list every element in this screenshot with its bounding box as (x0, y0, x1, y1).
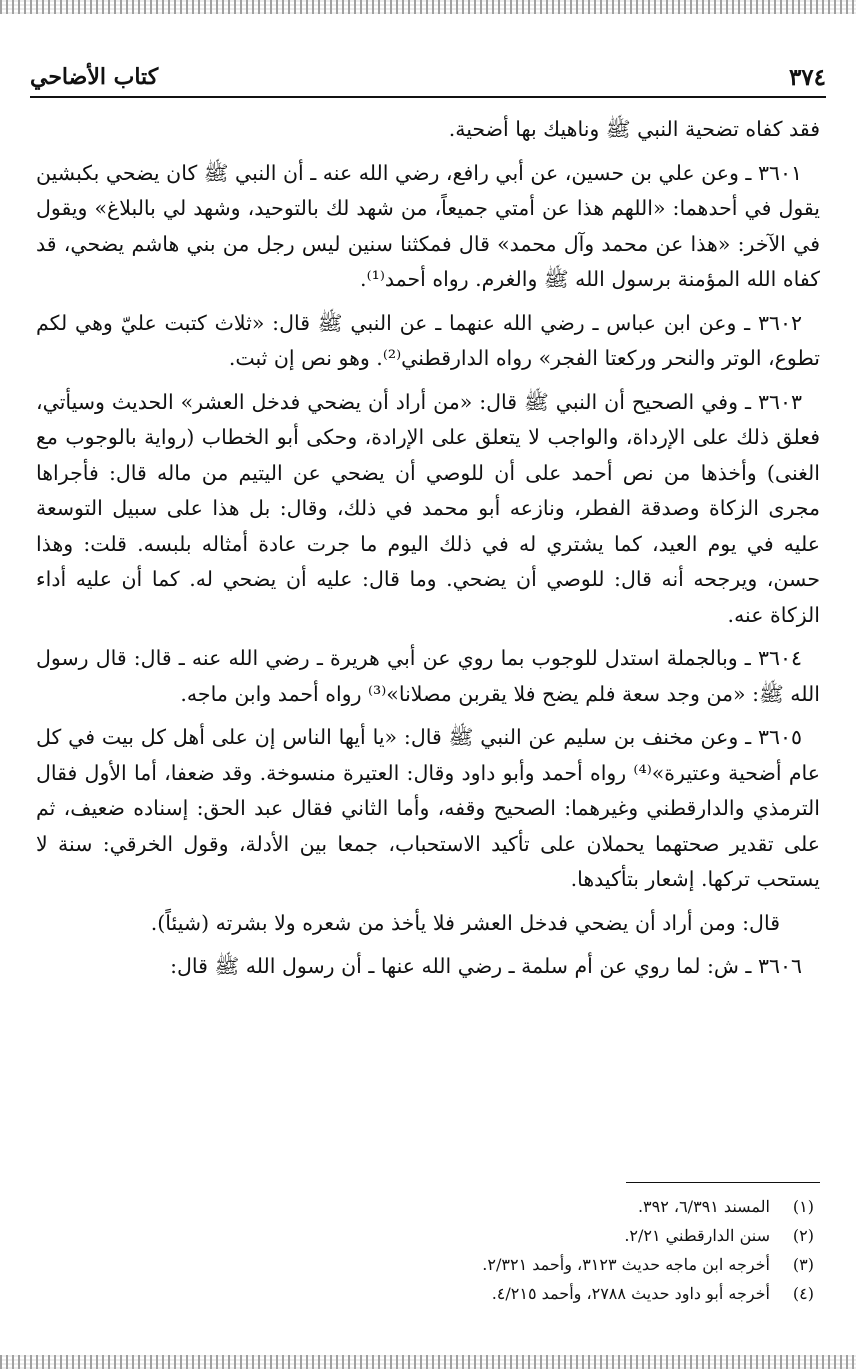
bottom-ornament-border (0, 1355, 856, 1369)
paragraph-3601: ٣٦٠١ ـ وعن علي بن حسين، عن أبي رافع، رضي الله عنه ـ أن النبي ﷺ كان يضحي بكبشين يقول في أحدهما: «اللهم هذا عن أمتي جميعاً، من شهد لك بالتوحيد، وشهد لي بالبلاغ» ويقول في الآخر: «هذا عن محمد وآل محمد» قال فمكثنا سنين ليس رجل من بني هاشم يضحي، قد كفاه الله المؤمنة برسول الله ﷺ والغرم. رواه أحمد⁽¹⁾. (36, 160, 820, 291)
footnote-text: أخرجه أبو داود حديث ٢٧٨٨، وأحمد ٤/٢١٥. (491, 1284, 770, 1303)
footnote-number: (١) (792, 1197, 814, 1216)
footnote-text: سنن الدارقطني ٢/٢١. (624, 1226, 770, 1245)
footnote-item (36, 1192, 820, 1221)
footnote-number: (٤) (792, 1284, 814, 1303)
footnote-item (36, 1250, 820, 1279)
footnotes (36, 1192, 820, 1308)
footnote-text: أخرجه ابن ماجه حديث ٣١٢٣، وأحمد ٢/٣٢١. (482, 1255, 770, 1274)
footnote-separator (626, 1182, 820, 1183)
running-title: كتاب الأضاحي (30, 64, 159, 90)
paragraph-3602: ٣٦٠٢ ـ وعن ابن عباس ـ رضي الله عنهما ـ عن النبي ﷺ قال: «ثلاث كتبت عليّ وهي لكم تطوع، الوتر والنحر وركعتا الفجر» رواه الدارقطني⁽²⁾. وهو نص إن ثبت. (36, 310, 820, 370)
footnote-text: المسند ٦/٣٩١، ٣٩٢. (637, 1197, 770, 1216)
footnote-number: (٣) (792, 1255, 814, 1274)
top-ornament-border (0, 0, 856, 14)
paragraph-3605: ٣٦٠٥ ـ وعن مخنف بن سليم عن النبي ﷺ قال: «يا أيها الناس إن على أهل كل بيت في كل عام أضحية وعتيرة»⁽⁴⁾ رواه أحمد وأبو داود وقال: العتيرة منسوخة. وقد ضعفا، أما الأول فقال الترمذي والدارقطني وغيرهما: الصحيح وقفه، وأما الثاني فقال عبد الحق: إسناده ضعيف، ثم على تقدير صحتهما يحملان على تأكيد الاستحباب، جمعا بين الأدلة، وقول الخرقي: سنة لا يستحب تركها. إشعار بتأكيدها. (36, 725, 820, 891)
matn-statement: قال: ومن أراد أن يضحي فدخل العشر فلا يأخذ من شعره ولا بشرته (شيئاً). (150, 910, 780, 935)
main-text (36, 112, 820, 1172)
paragraph-3604: ٣٦٠٤ ـ وبالجملة استدل للوجوب بما روي عن أبي هريرة ـ رضي الله عنه ـ قال: قال رسول الله ﷺ: «من وجد سعة فلم يضح فلا يقربن مصلانا»⁽³⁾ رواه أحمد وابن ماجه. (36, 646, 820, 706)
footnote-item (36, 1279, 820, 1308)
paragraph-3606: ٣٦٠٦ ـ ش: لما روي عن أم سلمة ـ رضي الله عنها ـ أن رسول الله ﷺ قال: (170, 954, 802, 978)
paragraph-continuation: فقد كفاه تضحية النبي ﷺ وناهيك بها أضحية. (448, 117, 820, 141)
page-number: ٣٧٤ (788, 63, 826, 91)
paragraph-3603: ٣٦٠٣ ـ وفي الصحيح أن النبي ﷺ قال: «من أراد أن يضحي فدخل العشر» الحديث وسيأتي، فعلق ذلك على الإرداة، والواجب لا يتعلق على الإرادة، وحكى أبو الخطاب (رواية بالوجوب مع الغنى) وأخذها من نص أحمد على أن للوصي أن يضحي عن اليتيم من ماله قال: فأجراها مجرى الزكاة وصدقة الفطر، ونازعه أبو محمد في ذلك، وقال: بل هذا على سبيل التوسعة عليه في يوم العيد، كما يشتري له في ذلك اليوم ما جرت عادة أمثاله بلبسه. قلت: وهذا حسن، ويرجحه أنه قال: للوصي أن يضحي. وما قال: عليه أن يضحي له. كما أن عليه أداء الزكاة عنه. (36, 389, 820, 627)
footnote-number: (٢) (792, 1226, 814, 1245)
page-header (30, 58, 826, 98)
footnote-item (36, 1221, 820, 1250)
